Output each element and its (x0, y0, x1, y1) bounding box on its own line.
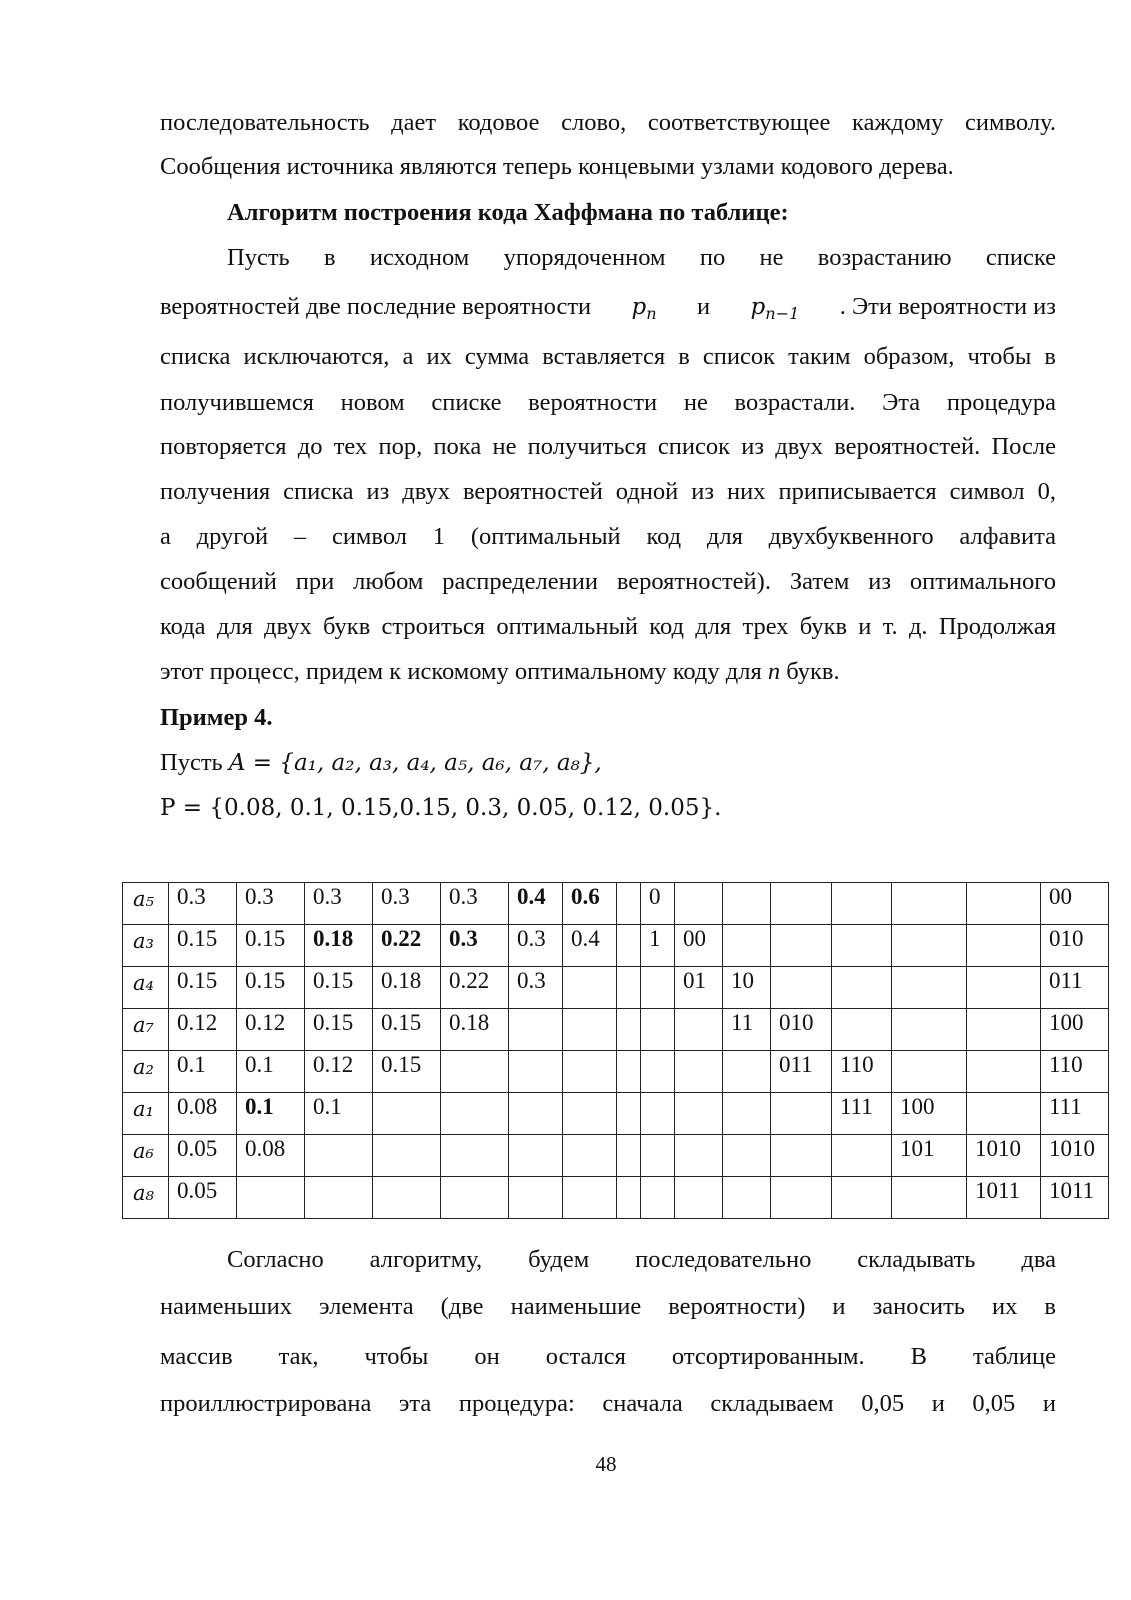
code-cell (723, 1135, 771, 1177)
example-heading: Пример 4. (160, 704, 273, 731)
code-cell (641, 1009, 675, 1051)
probability-cell (373, 1093, 441, 1135)
table-row (123, 1093, 1109, 1135)
text-line: повторяется до тех пор, пока не получиться список из двух вероятностей. После (160, 433, 1056, 460)
text-line: Пусть в исходном упорядоченном по не возрастанию списке (227, 244, 1056, 271)
text-line: Сообщения источника являются теперь концевыми узлами кодового дерева. (160, 153, 954, 180)
code-cell (967, 883, 1041, 925)
text-line: последовательность дает кодовое слово, соответствующее каждому символу. (160, 109, 1056, 136)
code-cell (675, 1093, 723, 1135)
code-cell: 10 (723, 967, 771, 1009)
text-fragment: . Эти вероятности из (839, 293, 1056, 320)
probability-cell (509, 1009, 563, 1051)
separator-cell (617, 925, 641, 967)
probability-cell (441, 1135, 509, 1177)
section-heading: Алгоритм построения кода Хаффмана по таблице: (227, 199, 789, 226)
huffman-table (122, 882, 1109, 1219)
math-subscript: n−1 (765, 303, 800, 323)
code-cell (641, 1093, 675, 1135)
probability-cell: 0.6 (563, 883, 617, 925)
probability-cell: 0.08 (169, 1093, 237, 1135)
code-cell: 00 (1041, 883, 1109, 925)
math-pn1 (751, 292, 800, 322)
code-cell (723, 1051, 771, 1093)
probability-cell: 0.18 (441, 1009, 509, 1051)
code-cell (892, 1051, 967, 1093)
code-cell (771, 883, 832, 925)
math-pn (632, 292, 657, 322)
code-cell: 1010 (967, 1135, 1041, 1177)
symbol-label: a₇ (123, 1009, 169, 1051)
code-cell (771, 1177, 832, 1219)
table-row (123, 883, 1109, 925)
probability-cell: 0.3 (509, 925, 563, 967)
probability-cell: 0.1 (305, 1093, 373, 1135)
code-cell (723, 1093, 771, 1135)
probability-cell: 0.05 (169, 1135, 237, 1177)
code-cell: 100 (892, 1093, 967, 1135)
code-cell (967, 1093, 1041, 1135)
code-cell (675, 1135, 723, 1177)
code-cell (723, 1177, 771, 1219)
code-cell: 1010 (1041, 1135, 1109, 1177)
probability-cell: 0.22 (441, 967, 509, 1009)
math-set-p: P = {0.08, 0.1, 0.15,0.15, 0.3, 0.05, 0.12, 0.05}. (160, 795, 722, 821)
code-cell: 010 (771, 1009, 832, 1051)
probability-cell: 0.4 (509, 883, 563, 925)
text-fragment: вероятностей две последние вероятности (160, 293, 592, 320)
probability-cell: 0.3 (169, 883, 237, 925)
code-cell (832, 883, 892, 925)
code-cell: 111 (832, 1093, 892, 1135)
probability-cell: 0.3 (237, 883, 305, 925)
probability-cell: 0.15 (373, 1009, 441, 1051)
probability-cell (509, 1177, 563, 1219)
code-cell (641, 1051, 675, 1093)
code-cell (967, 1009, 1041, 1051)
probability-cell (563, 967, 617, 1009)
probability-cell (563, 1093, 617, 1135)
text-fragment: и (697, 293, 711, 320)
probability-cell (563, 1051, 617, 1093)
probability-cell: 0.15 (169, 967, 237, 1009)
probability-cell (441, 1177, 509, 1219)
probability-cell: 0.15 (237, 967, 305, 1009)
probability-cell (441, 1051, 509, 1093)
table-row (123, 1135, 1109, 1177)
text-line: Согласно алгоритму, будем последовательно складывать два (227, 1246, 1056, 1273)
probability-cell: 0.1 (237, 1051, 305, 1093)
probability-cell: 0.08 (237, 1135, 305, 1177)
code-cell: 110 (832, 1051, 892, 1093)
code-cell (675, 1009, 723, 1051)
separator-cell (617, 1051, 641, 1093)
symbol-label: a₈ (123, 1177, 169, 1219)
code-cell: 011 (1041, 967, 1109, 1009)
text-line: а другой – символ 1 (оптимальный код для двухбуквенного алфавита (160, 523, 1056, 550)
separator-cell (617, 1135, 641, 1177)
probability-cell: 0.3 (509, 967, 563, 1009)
text-line (160, 657, 1056, 687)
code-cell: 00 (675, 925, 723, 967)
table-row (123, 967, 1109, 1009)
probability-cell (563, 1177, 617, 1219)
text-line: получения списка из двух вероятностей одной из них приписывается символ 0, (160, 478, 1056, 505)
code-cell (641, 1177, 675, 1219)
code-cell: 01 (675, 967, 723, 1009)
probability-cell (373, 1135, 441, 1177)
code-cell: 0 (641, 883, 675, 925)
text-fragment: букв. (786, 658, 840, 685)
symbol-label: a₃ (123, 925, 169, 967)
code-cell (892, 883, 967, 925)
math-group (751, 292, 800, 322)
probability-cell: 0.3 (441, 883, 509, 925)
code-cell (771, 925, 832, 967)
probability-cell: 0.3 (305, 883, 373, 925)
code-cell (832, 1177, 892, 1219)
probability-cell (305, 1135, 373, 1177)
text-line: списка исключаются, а их сумма вставляется в список таким образом, чтобы в (160, 343, 1056, 370)
text-line (160, 748, 1056, 778)
code-cell: 010 (1041, 925, 1109, 967)
probability-cell: 0.18 (305, 925, 373, 967)
table-row (123, 925, 1109, 967)
probability-cell: 0.15 (373, 1051, 441, 1093)
code-cell (723, 925, 771, 967)
separator-cell (617, 1177, 641, 1219)
code-cell: 111 (1041, 1093, 1109, 1135)
symbol-label: a₂ (123, 1051, 169, 1093)
probability-cell: 0.1 (237, 1093, 305, 1135)
probability-cell: 0.3 (441, 925, 509, 967)
probability-cell (509, 1051, 563, 1093)
probability-cell: 0.12 (237, 1009, 305, 1051)
code-cell (967, 967, 1041, 1009)
code-cell (892, 925, 967, 967)
probability-cell (237, 1177, 305, 1219)
code-cell (771, 1093, 832, 1135)
separator-cell (617, 883, 641, 925)
code-cell (967, 925, 1041, 967)
probability-cell: 0.22 (373, 925, 441, 967)
math-subscript: n (646, 303, 657, 323)
code-cell (771, 967, 832, 1009)
probability-cell (305, 1177, 373, 1219)
probability-cell: 0.15 (169, 925, 237, 967)
code-cell: 101 (892, 1135, 967, 1177)
text-line-with-math (160, 292, 1056, 322)
probability-cell: 0.15 (305, 1009, 373, 1051)
code-cell: 11 (723, 1009, 771, 1051)
table-row (123, 1051, 1109, 1093)
text-line: проиллюстрирована эта процедура: сначала складываем 0,05 и 0,05 и (160, 1390, 1056, 1417)
text-line: наименьших элемента (две наименьшие вероятности) и заносить их в (160, 1293, 1056, 1320)
math-symbol: p (750, 294, 766, 320)
code-cell (892, 1009, 967, 1051)
probability-cell: 0.12 (169, 1009, 237, 1051)
symbol-label: a₆ (123, 1135, 169, 1177)
probability-cell: 0.12 (305, 1051, 373, 1093)
probability-cell: 0.15 (305, 967, 373, 1009)
probability-cell: 0.4 (563, 925, 617, 967)
code-cell: 1011 (967, 1177, 1041, 1219)
probability-cell: 0.05 (169, 1177, 237, 1219)
text-line: получившемся новом списке вероятности не возрастали. Эта процедура (160, 389, 1056, 416)
code-cell: 1 (641, 925, 675, 967)
code-cell (832, 1009, 892, 1051)
page-number: 48 (595, 1452, 617, 1476)
probability-cell: 0.1 (169, 1051, 237, 1093)
text-line: массив так, чтобы он остался отсортированным. В таблице (160, 1343, 1056, 1370)
text-line: кода для двух букв строиться оптимальный код для трех букв и т. д. Продолжая (160, 613, 1056, 640)
code-cell (723, 883, 771, 925)
probability-cell (441, 1093, 509, 1135)
code-cell (641, 967, 675, 1009)
text-fragment: этот процесс, придем к искомому оптимальному коду для (160, 658, 762, 685)
code-cell (892, 967, 967, 1009)
code-cell (892, 1177, 967, 1219)
math-set-a: A = {a₁, a₂, a₃, a₄, a₅, a₆, a₇, a₈}, (228, 750, 602, 776)
code-cell (832, 967, 892, 1009)
separator-cell (617, 1009, 641, 1051)
code-cell (771, 1135, 832, 1177)
math-symbol: p (631, 294, 647, 320)
table-row (123, 1009, 1109, 1051)
symbol-label: a₄ (123, 967, 169, 1009)
code-cell: 110 (1041, 1051, 1109, 1093)
table-row (123, 1177, 1109, 1219)
code-cell (832, 925, 892, 967)
probability-cell (563, 1135, 617, 1177)
symbol-label: a₅ (123, 883, 169, 925)
text-line: сообщений при любом распределении вероятностей). Затем из оптимального (160, 568, 1056, 595)
code-cell: 100 (1041, 1009, 1109, 1051)
italic-n: n (767, 658, 781, 685)
code-cell: 1011 (1041, 1177, 1109, 1219)
probability-cell (509, 1135, 563, 1177)
probability-cell (373, 1177, 441, 1219)
probability-cell: 0.18 (373, 967, 441, 1009)
code-cell (675, 1051, 723, 1093)
probability-cell: 0.15 (237, 925, 305, 967)
separator-cell (617, 1093, 641, 1135)
probability-cell (509, 1093, 563, 1135)
separator-cell (617, 967, 641, 1009)
code-cell (832, 1135, 892, 1177)
probability-cell: 0.3 (373, 883, 441, 925)
probability-cell (563, 1009, 617, 1051)
text-fragment: Пусть (160, 749, 223, 776)
code-cell (641, 1135, 675, 1177)
code-cell (967, 1051, 1041, 1093)
code-cell (675, 1177, 723, 1219)
code-cell (675, 883, 723, 925)
code-cell: 011 (771, 1051, 832, 1093)
symbol-label: a₁ (123, 1093, 169, 1135)
